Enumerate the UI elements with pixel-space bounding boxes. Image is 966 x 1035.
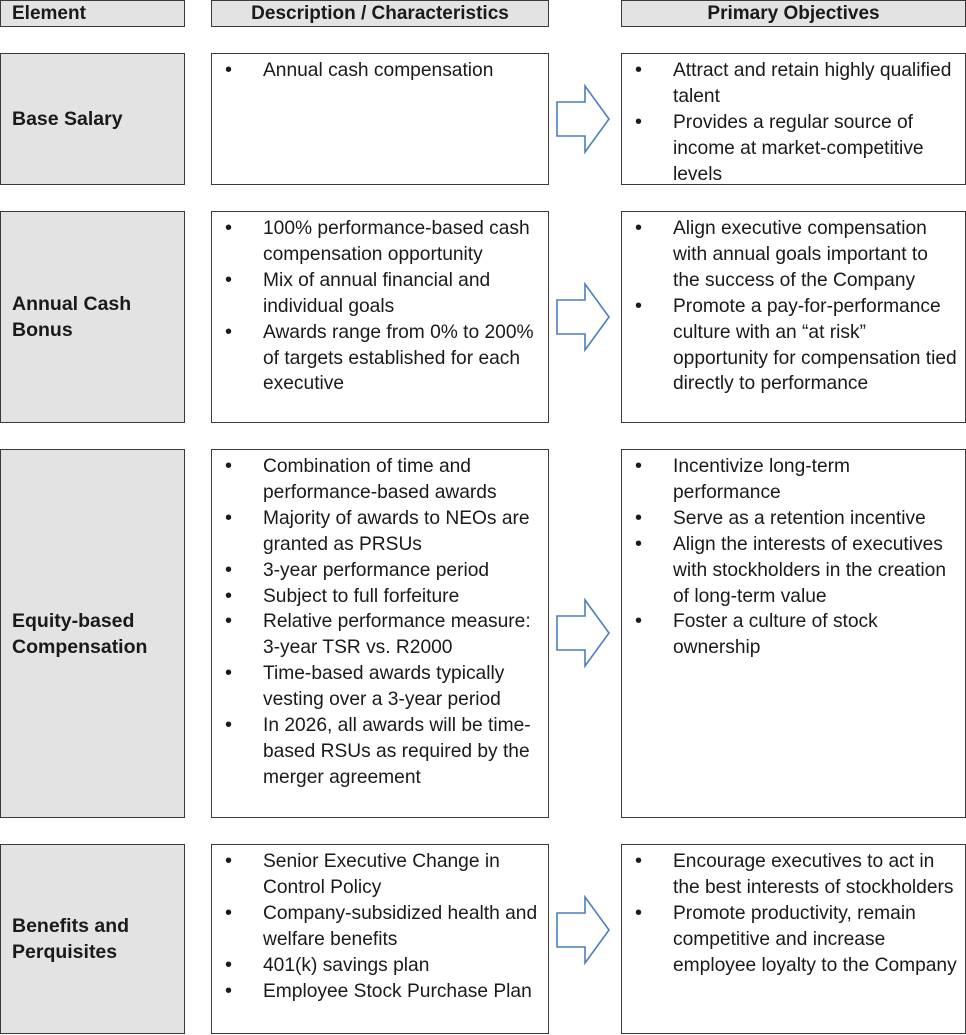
header-element bbox=[0, 0, 185, 27]
list-item: • Company-subsidized health and welfare benefits bbox=[212, 901, 540, 953]
objectives-list bbox=[622, 454, 957, 661]
element-label: Base Salary bbox=[12, 108, 123, 130]
objectives-list bbox=[622, 216, 957, 397]
description-cell-annual-cash-bonus bbox=[211, 211, 549, 423]
element-cell-benefits-and-perquisites bbox=[0, 844, 185, 1034]
list-item: • 401(k) savings plan bbox=[212, 953, 540, 979]
right-arrow-icon bbox=[555, 598, 611, 668]
list-item: • Provides a regular source of income at market-competitive levels bbox=[622, 110, 957, 188]
description-list bbox=[212, 58, 540, 84]
element-label: Benefits and Perquisites bbox=[12, 915, 130, 963]
element-cell-annual-cash-bonus bbox=[0, 211, 185, 423]
list-item: • Employee Stock Purchase Plan bbox=[212, 979, 540, 1005]
list-item: • Majority of awards to NEOs are granted as PRSUs bbox=[212, 506, 540, 558]
list-item: • Promote productivity, remain competitive and increase employee loyalty to the Company bbox=[622, 901, 957, 979]
description-list bbox=[212, 849, 540, 1004]
element-label: Annual Cash Bonus bbox=[12, 293, 132, 341]
list-item: • Senior Executive Change in Control Policy bbox=[212, 849, 540, 901]
element-label: Equity-based Compensation bbox=[12, 609, 148, 658]
list-item: • Mix of annual financial and individual goals bbox=[212, 268, 540, 320]
list-item: • Serve as a retention incentive bbox=[622, 506, 957, 532]
list-item: • Time-based awards typically vesting over a 3-year period bbox=[212, 661, 540, 713]
list-item: • In 2026, all awards will be time-based RSUs as required by the merger agreement bbox=[212, 713, 540, 791]
header-description-label: Description / Characteristics bbox=[251, 2, 509, 24]
objectives-cell-equity-based-compensation bbox=[621, 449, 966, 818]
list-item: • Annual cash compensation bbox=[212, 58, 540, 84]
header-objectives bbox=[621, 0, 966, 27]
list-item: • Align the interests of executives with stockholders in the creation of long-term value bbox=[622, 532, 957, 610]
list-item: • 3-year performance period bbox=[212, 558, 540, 584]
description-list bbox=[212, 216, 540, 397]
right-arrow-icon bbox=[555, 282, 611, 352]
right-arrow-icon bbox=[555, 895, 611, 965]
element-cell-equity-based-compensation bbox=[0, 449, 185, 818]
list-item: • Foster a culture of stock ownership bbox=[622, 609, 957, 661]
list-item: • Encourage executives to act in the best interests of stockholders bbox=[622, 849, 957, 901]
element-cell-base-salary bbox=[0, 53, 185, 185]
list-item: • Incentivize long-term performance bbox=[622, 454, 957, 506]
objectives-list bbox=[622, 849, 957, 979]
header-element-label: Element bbox=[12, 2, 86, 24]
list-item: • Combination of time and performance-based awards bbox=[212, 454, 540, 506]
list-item: • Relative performance measure: 3-year TSR vs. R2000 bbox=[212, 609, 540, 661]
list-item: • Awards range from 0% to 200% of targets established for each executive bbox=[212, 320, 540, 398]
objectives-list bbox=[622, 58, 957, 188]
list-item: • Subject to full forfeiture bbox=[212, 584, 540, 610]
objectives-cell-benefits-and-perquisites bbox=[621, 844, 966, 1034]
objectives-cell-annual-cash-bonus bbox=[621, 211, 966, 423]
description-cell-equity-based-compensation bbox=[211, 449, 549, 818]
list-item: • Promote a pay-for-performance culture with an “at risk” opportunity for compensation tied directly to performance bbox=[622, 294, 957, 398]
right-arrow-icon bbox=[555, 84, 611, 154]
description-cell-base-salary bbox=[211, 53, 549, 185]
list-item: • Align executive compensation with annual goals important to the success of the Company bbox=[622, 216, 957, 294]
description-cell-benefits-and-perquisites bbox=[211, 844, 549, 1034]
objectives-cell-base-salary bbox=[621, 53, 966, 185]
list-item: • 100% performance-based cash compensation opportunity bbox=[212, 216, 540, 268]
header-objectives-label: Primary Objectives bbox=[707, 2, 880, 24]
header-description bbox=[211, 0, 549, 27]
list-item: • Attract and retain highly qualified talent bbox=[622, 58, 957, 110]
description-list bbox=[212, 454, 540, 791]
